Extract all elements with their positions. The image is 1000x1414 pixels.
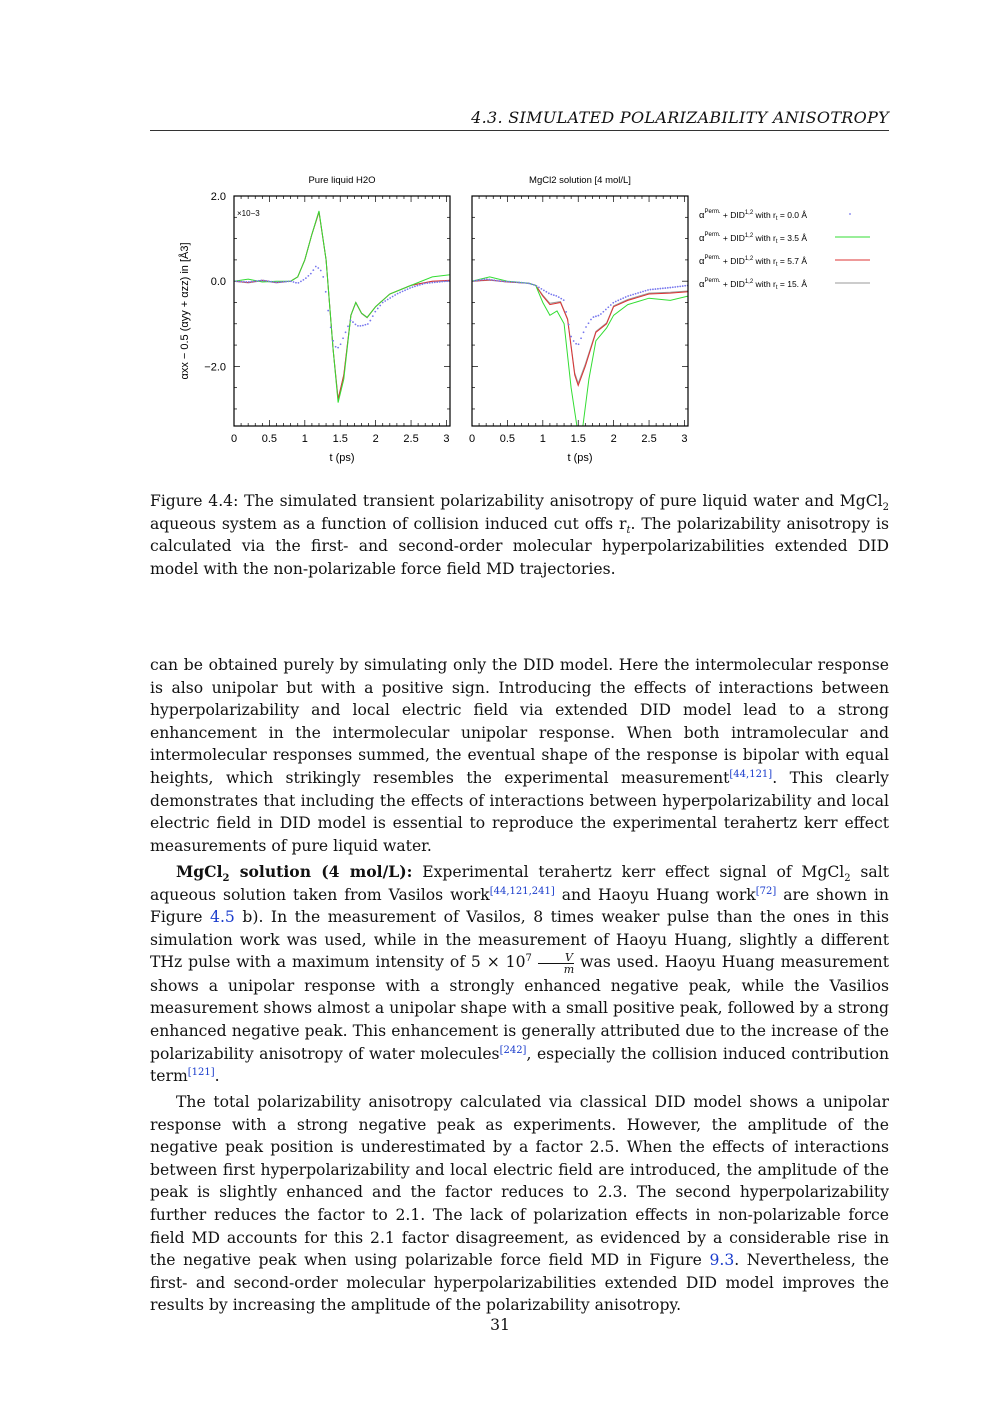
text: are shown in Figure <box>150 885 889 927</box>
data-point <box>446 280 448 282</box>
data-point <box>625 296 627 298</box>
x-tick-label: 2 <box>372 433 379 445</box>
data-point <box>404 289 406 291</box>
page-number: 31 <box>490 1316 510 1334</box>
text: . <box>214 1067 220 1086</box>
series-line <box>472 280 688 386</box>
data-point <box>531 283 533 285</box>
data-point <box>374 311 376 313</box>
data-point <box>364 324 366 326</box>
data-point <box>332 340 334 342</box>
x-tick-label: 0.5 <box>261 433 278 445</box>
legend-entry: $\alpha^{Perm.} + DID^{1,2}$ with $r_t = 5.7$ Å <box>699 255 808 268</box>
data-point <box>548 292 550 294</box>
data-point <box>506 281 508 283</box>
data-point <box>563 299 565 301</box>
text: . Nevertheless, the first- and second-order molecular hyperpolarizabilities extended DID model improves the results by increasing the amplitude of the polarizability anisotropy. <box>150 1251 890 1315</box>
data-point <box>585 326 587 328</box>
series-line <box>234 211 450 403</box>
data-point <box>508 281 510 283</box>
x-tick-label: 1.5 <box>332 433 348 445</box>
text: b). In the measurement of Vasilos, 8 times weaker pulse than the ones in this simulation work was used, while in the measurement of Haoyu Huang, slightly a different THz pulse with a maximum intensity of 5 × 10 <box>150 908 889 972</box>
data-point <box>488 279 490 281</box>
data-point <box>322 276 324 278</box>
data-point <box>523 282 525 284</box>
data-point <box>337 347 339 349</box>
legend-swatch <box>849 213 851 215</box>
data-point <box>521 282 523 284</box>
series-line <box>472 280 688 383</box>
text: and Haoyu Huang work <box>554 885 756 904</box>
data-point <box>483 278 485 280</box>
data-point <box>245 281 247 283</box>
data-point <box>501 280 503 282</box>
caption-text: aqueous system as a function of collision induced cut offs r <box>150 514 627 533</box>
data-point <box>265 280 267 282</box>
y-tick-label: 2.0 <box>210 191 226 203</box>
data-point <box>664 287 666 289</box>
data-point <box>583 331 585 333</box>
data-point <box>273 281 275 283</box>
data-point <box>352 321 354 323</box>
data-point <box>602 311 604 313</box>
data-point <box>429 282 431 284</box>
data-point <box>533 284 535 286</box>
header-rule <box>150 130 889 131</box>
data-point <box>659 288 661 290</box>
y-tick-label: −2.0 <box>204 361 226 374</box>
data-point <box>419 284 421 286</box>
data-point <box>526 282 528 284</box>
data-point <box>300 280 302 282</box>
series-line <box>472 277 688 435</box>
data-point <box>543 289 545 291</box>
scale-note: ×10−3 <box>237 209 260 218</box>
paragraph-2 <box>150 861 889 1088</box>
data-point <box>476 280 478 282</box>
caption-text: Figure 4.4: The simulated transient polarizability anisotropy of pure liquid water and MgCl <box>150 492 883 510</box>
x-tick-label: 3 <box>443 433 450 445</box>
text: . This clearly demonstrates that including the effects of interactions between hyperpolarizability and local electric field in DID model is essential to reproduce the experimental terahertz kerr effect measurements of pure liquid water. <box>150 768 889 855</box>
data-point <box>342 337 344 339</box>
data-point <box>479 279 481 281</box>
data-point <box>536 285 538 287</box>
x-tick-label: 1 <box>301 433 308 445</box>
data-point <box>503 281 505 283</box>
data-point <box>362 325 364 327</box>
x-tick-label: 1 <box>539 433 546 445</box>
legend-entry: $\alpha^{Perm.} + DID^{1,2}$ with $r_t = 0.0$ Å <box>699 209 808 222</box>
data-point <box>637 292 639 294</box>
plot-frame <box>472 196 688 426</box>
data-point <box>402 291 404 293</box>
data-point <box>496 280 498 282</box>
data-point <box>280 281 282 283</box>
data-point <box>387 299 389 301</box>
data-point <box>335 346 337 348</box>
data-point <box>588 322 590 324</box>
data-point <box>253 280 255 282</box>
data-point <box>640 291 642 293</box>
data-point <box>394 294 396 296</box>
data-point <box>283 281 285 283</box>
data-point <box>657 288 659 290</box>
data-point <box>377 308 379 310</box>
data-point <box>278 281 280 283</box>
data-point <box>612 302 614 304</box>
data-point <box>598 315 600 317</box>
data-point <box>250 281 252 283</box>
data-point <box>439 281 441 283</box>
data-point <box>652 288 654 290</box>
data-point <box>384 300 386 302</box>
data-point <box>541 288 543 290</box>
data-point <box>632 294 634 296</box>
data-point <box>600 313 602 315</box>
data-point <box>444 280 446 282</box>
data-point <box>293 281 295 283</box>
x-tick-label: 2 <box>610 433 617 445</box>
data-point <box>677 286 679 288</box>
data-point <box>350 319 352 321</box>
data-point <box>555 295 557 297</box>
data-point <box>258 280 260 282</box>
data-point <box>620 298 622 300</box>
text: was used. Haoyu Huang measurement shows a unipolar response with a strongly enhanced negative peak, while the Vasilios measurement shows almost a unipolar shape with a small positive peak, followed by a strong enhanced negative peak. This enhancement is generally attributed due to the increase of the polarizability anisotropy of water molecules <box>150 953 889 1063</box>
data-point <box>367 323 369 325</box>
data-point <box>635 293 637 295</box>
data-point <box>518 282 520 284</box>
data-point <box>310 273 312 275</box>
data-point <box>617 300 619 302</box>
data-point <box>290 280 292 282</box>
data-point <box>431 282 433 284</box>
data-point <box>573 340 575 342</box>
data-point <box>560 298 562 300</box>
data-point <box>409 287 411 289</box>
x-tick-label: 0 <box>468 433 476 445</box>
data-point <box>320 270 322 272</box>
y-axis-label: αxx − 0.5 (αyy + αzz) in [Å3] <box>179 242 191 380</box>
data-point <box>674 286 676 288</box>
data-point <box>407 288 409 290</box>
data-point <box>295 282 297 284</box>
x-axis-label: t (ps) <box>329 452 355 464</box>
running-header: 4.3. SIMULATED POLARIZABILITY ANISOTROPY <box>471 108 889 127</box>
series-line <box>234 212 450 399</box>
data-point <box>238 281 240 283</box>
data-point <box>270 281 272 283</box>
x-axis-label: t (ps) <box>567 452 593 464</box>
data-point <box>303 279 305 281</box>
data-point <box>578 343 580 345</box>
data-point <box>622 297 624 299</box>
data-point <box>327 310 329 312</box>
data-point <box>650 289 652 291</box>
figure-4-4-chart <box>170 170 900 470</box>
data-point <box>263 280 265 282</box>
data-point <box>382 302 384 304</box>
legend-entry: $\alpha^{Perm.} + DID^{1,2}$ with $r_t = 15$. Å <box>699 278 808 291</box>
text: can be obtained purely by simulating only the DID model. Here the intermolecular response is also unipolar but with a positive sign. Introducing the effects of interactions between hyperpolarizability and local electric field via extended DID model lead to a strong enhancement in the intermolecular unipolar response. When both intramolecular and intermolecular responses summed, the eventual shape of the response is bipolar with equal heights, which strikingly resembles the experimental measurement <box>150 656 889 787</box>
data-point <box>357 325 359 327</box>
data-point <box>325 291 327 293</box>
data-point <box>436 281 438 283</box>
data-point <box>434 281 436 283</box>
data-point <box>493 279 495 281</box>
data-point <box>268 280 270 282</box>
plot-frame <box>234 196 450 426</box>
data-point <box>669 287 671 289</box>
data-point <box>305 277 307 279</box>
data-point <box>345 331 347 333</box>
x-tick-label: 3 <box>681 433 688 445</box>
y-tick-label: 0.0 <box>210 276 226 289</box>
data-point <box>369 320 371 322</box>
data-point <box>330 326 332 328</box>
paragraph-3 <box>150 1091 889 1317</box>
data-point <box>312 269 314 271</box>
data-point <box>498 280 500 282</box>
subscript: 2 <box>844 873 851 885</box>
data-point <box>389 297 391 299</box>
data-point <box>486 278 488 280</box>
data-point <box>255 280 257 282</box>
data-point <box>647 289 649 291</box>
data-point <box>260 280 262 282</box>
data-point <box>580 337 582 339</box>
data-point <box>288 280 290 282</box>
data-point <box>558 296 560 298</box>
data-point <box>417 285 419 287</box>
fraction: $\frac{V}{m}$ <box>538 952 574 975</box>
figure-link[interactable]: 9.3 <box>709 1251 735 1270</box>
data-point <box>491 279 493 281</box>
data-point <box>397 293 399 295</box>
data-point <box>553 294 555 296</box>
data-point <box>340 343 342 345</box>
citation-link[interactable]: [121] <box>187 1067 215 1079</box>
data-point <box>298 282 300 284</box>
text: salt aqueous solution taken from Vasilos work <box>150 863 889 904</box>
data-point <box>511 281 513 283</box>
data-point <box>575 343 577 345</box>
data-point <box>672 286 674 288</box>
data-point <box>607 306 609 308</box>
data-point <box>347 325 349 327</box>
data-point <box>243 281 245 283</box>
data-point <box>424 283 426 285</box>
data-point <box>615 301 617 303</box>
data-point <box>481 279 483 281</box>
data-point <box>667 287 669 289</box>
data-point <box>595 315 597 317</box>
data-point <box>590 319 592 321</box>
citation-link[interactable]: [242] <box>499 1044 527 1056</box>
text: , especially the collision induced contribution term <box>150 1044 889 1086</box>
data-point <box>593 316 595 318</box>
data-point <box>662 287 664 289</box>
data-point <box>399 292 401 294</box>
data-point <box>315 266 317 268</box>
data-point <box>528 283 530 285</box>
citation-link[interactable]: [44,121] <box>729 768 773 780</box>
x-tick-label: 0.5 <box>499 433 516 445</box>
paragraph-heading: MgCl$_2$ solution (4 mol/L): <box>176 862 413 885</box>
data-point <box>379 305 381 307</box>
data-point <box>610 304 612 306</box>
data-point <box>474 280 476 282</box>
legend-entry: $\alpha^{Perm.} + DID^{1,2}$ with $r_t = 3.5$ Å <box>699 232 808 245</box>
paragraph-1 <box>150 654 889 857</box>
series-line <box>234 212 450 400</box>
data-point <box>513 281 515 283</box>
data-point <box>421 283 423 285</box>
text: Experimental terahertz kerr effect signal of MgCl <box>412 863 845 881</box>
data-point <box>645 290 647 292</box>
data-point <box>545 291 547 293</box>
data-point <box>605 309 607 311</box>
data-point <box>627 295 629 297</box>
data-point <box>630 294 632 296</box>
data-point <box>682 285 684 287</box>
figure-link[interactable]: 4.5 <box>210 908 235 927</box>
x-tick-label: 0 <box>230 433 238 445</box>
data-point <box>441 281 443 283</box>
panel-title: Pure liquid H2O <box>308 175 376 186</box>
citation-link[interactable]: [44,121,241] <box>489 885 555 897</box>
data-point <box>275 282 277 284</box>
exponent: 7 <box>525 953 532 965</box>
data-point <box>568 324 570 326</box>
data-point <box>317 267 319 269</box>
figure-caption <box>150 490 889 580</box>
panel-title: MgCl2 solution [4 mol/L] <box>529 175 631 186</box>
data-point <box>655 288 657 290</box>
data-point <box>307 275 309 277</box>
data-point <box>570 336 572 338</box>
data-point <box>684 285 686 287</box>
data-point <box>516 281 518 283</box>
data-point <box>236 280 238 282</box>
x-tick-label: 1.5 <box>570 433 586 445</box>
data-point <box>360 325 362 327</box>
x-tick-label: 2.5 <box>641 433 657 445</box>
data-point <box>372 315 374 317</box>
data-point <box>241 281 243 283</box>
caption-sub: t <box>626 524 631 536</box>
data-point <box>414 286 416 288</box>
data-point <box>392 296 394 298</box>
data-point <box>285 281 287 283</box>
text: The total polarizability anisotropy calculated via classical DID model shows a unipolar response with a strong negative peak as experiments. However, the amplitude of the negative peak position is underestimated by a factor 2.5. When the effects of interactions between first hyperpolarizability and local electric field are introduced, the amplitude of the peak is slightly enhanced and the factor reduces to 2.3. The second hyperpolarizability further reduces the factor to 2.1. The lack of polarization effects in non-polarizable force field MD accounts for this 2.1 factor disagreement, as evidenced by a considerable rise in the negative peak when using polarizable force field MD in Figure <box>150 1093 889 1270</box>
data-point <box>426 282 428 284</box>
caption-text: . The polarizability anisotropy is calculated via the first- and second-order molecular hyperpolarizabilities extended DID model with the non-polarizable force field MD trajectories. <box>150 514 889 578</box>
data-point <box>355 324 357 326</box>
data-point <box>679 285 681 287</box>
citation-link[interactable]: [72] <box>755 885 777 897</box>
data-point <box>642 291 644 293</box>
data-point <box>550 293 552 295</box>
data-point <box>538 286 540 288</box>
x-tick-label: 2.5 <box>403 433 419 445</box>
data-point <box>248 281 250 283</box>
data-point <box>565 311 567 313</box>
data-point <box>412 286 414 288</box>
caption-sub: 2 <box>882 502 889 514</box>
